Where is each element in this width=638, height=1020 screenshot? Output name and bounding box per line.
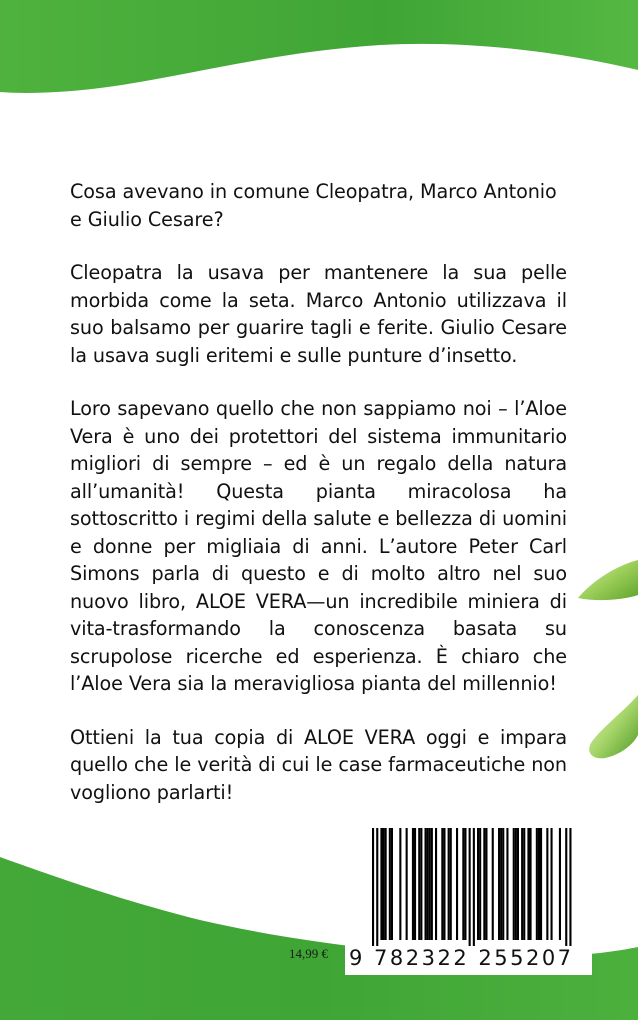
barcode-bar — [441, 828, 443, 940]
barcode-bar — [527, 828, 529, 940]
barcode-bar — [391, 828, 393, 940]
barcode-bar — [450, 828, 452, 940]
aloe-leaf-upper — [578, 540, 638, 640]
isbn-barcode — [345, 820, 592, 975]
barcode-bar — [500, 828, 502, 940]
barcode-bar — [414, 828, 416, 940]
barcode-bar — [443, 828, 445, 940]
barcode-bars — [372, 828, 576, 946]
description-paragraph-3: Loro sapevano quello che non sappiamo noi – l’Aloe Vera è uno dei protettori del sistema immunitario migliori di sempre – ed è un regalo della natura all’umanità! Questa pianta miracolosa ha sottoscritto i regimi della salute e bellezza di uomini e donne per migliaia di anni. L’autore Peter Carl Simons parla di questo e di molto altro nel suo nuovo libro, ALOE VERA—un incredibile miniera di vita-trasformando la conoscenza basata su scrupolose ricerche ed esperienza. È chiaro che l’Aloe Vera sia la meravigliosa pianta del millennio! — [70, 397, 567, 695]
barcode-bar — [435, 828, 437, 940]
barcode-bar — [479, 828, 481, 940]
aloe-leaf-lower — [585, 690, 638, 810]
barcode-bar — [506, 828, 508, 940]
barcode-bar — [536, 828, 538, 940]
barcode-bar — [448, 828, 450, 940]
barcode-bar — [389, 828, 391, 940]
barcode-bar — [431, 828, 433, 940]
barcode-bar — [425, 828, 427, 940]
barcode-bar — [385, 828, 387, 940]
barcode-bar — [477, 828, 479, 940]
top-green-wave — [0, 0, 638, 110]
barcode-bar — [546, 828, 548, 940]
barcode-bar — [380, 828, 382, 940]
barcode-bar — [551, 828, 553, 940]
barcode-bar — [427, 828, 429, 940]
barcode-bar — [559, 828, 561, 940]
barcode-bar — [483, 828, 485, 940]
description-paragraph-4: Ottieni la tua copia di ALOE VERA oggi e impara quello che le verità di cui le case farmaceutiche non vogliono parlarti! — [70, 725, 567, 804]
barcode-bar — [462, 828, 464, 940]
barcode-bar — [517, 828, 519, 940]
barcode-bar — [502, 828, 504, 940]
barcode-bar — [418, 828, 420, 940]
barcode-bar — [399, 828, 401, 940]
barcode-bar — [376, 828, 378, 946]
barcode-bar — [530, 828, 532, 940]
barcode-bar — [372, 828, 374, 946]
barcode-bar — [523, 828, 525, 940]
barcode-bar — [492, 828, 494, 940]
barcode-bar — [485, 828, 487, 940]
description-text — [70, 178, 567, 832]
barcode-bar — [521, 828, 523, 940]
barcode-bar — [383, 828, 385, 940]
barcode-bar — [565, 828, 567, 946]
barcode-bar — [473, 828, 475, 946]
barcode-bar — [464, 828, 466, 940]
barcode-bar — [538, 828, 540, 940]
barcode-bar — [412, 828, 414, 940]
barcode-bar — [513, 828, 515, 940]
barcode-bar — [469, 828, 471, 946]
barcode-bar — [420, 828, 422, 940]
price-label: 14,99 € — [289, 946, 328, 961]
barcode-bar — [569, 828, 571, 946]
barcode-bar — [498, 828, 500, 940]
isbn-number: 9 782322 255207 — [349, 946, 574, 970]
barcode-bar — [515, 828, 517, 940]
barcode-bar — [540, 828, 542, 940]
description-paragraph-1: Cosa avevano in comune Cleopatra, Marco Antonio e Giulio Cesare? — [70, 180, 557, 231]
description-paragraph-2: Cleopatra la usava per mantenere la sua pelle morbida come la seta. Marco Antonio utilizzava il suo balsamo per guarire tagli e ferite. Giulio Cesare la usava sugli eritemi e sulle punture d’insetto. — [70, 261, 567, 367]
barcode-bar — [429, 828, 431, 940]
barcode-bar — [406, 828, 408, 940]
barcode-bar — [456, 828, 458, 940]
